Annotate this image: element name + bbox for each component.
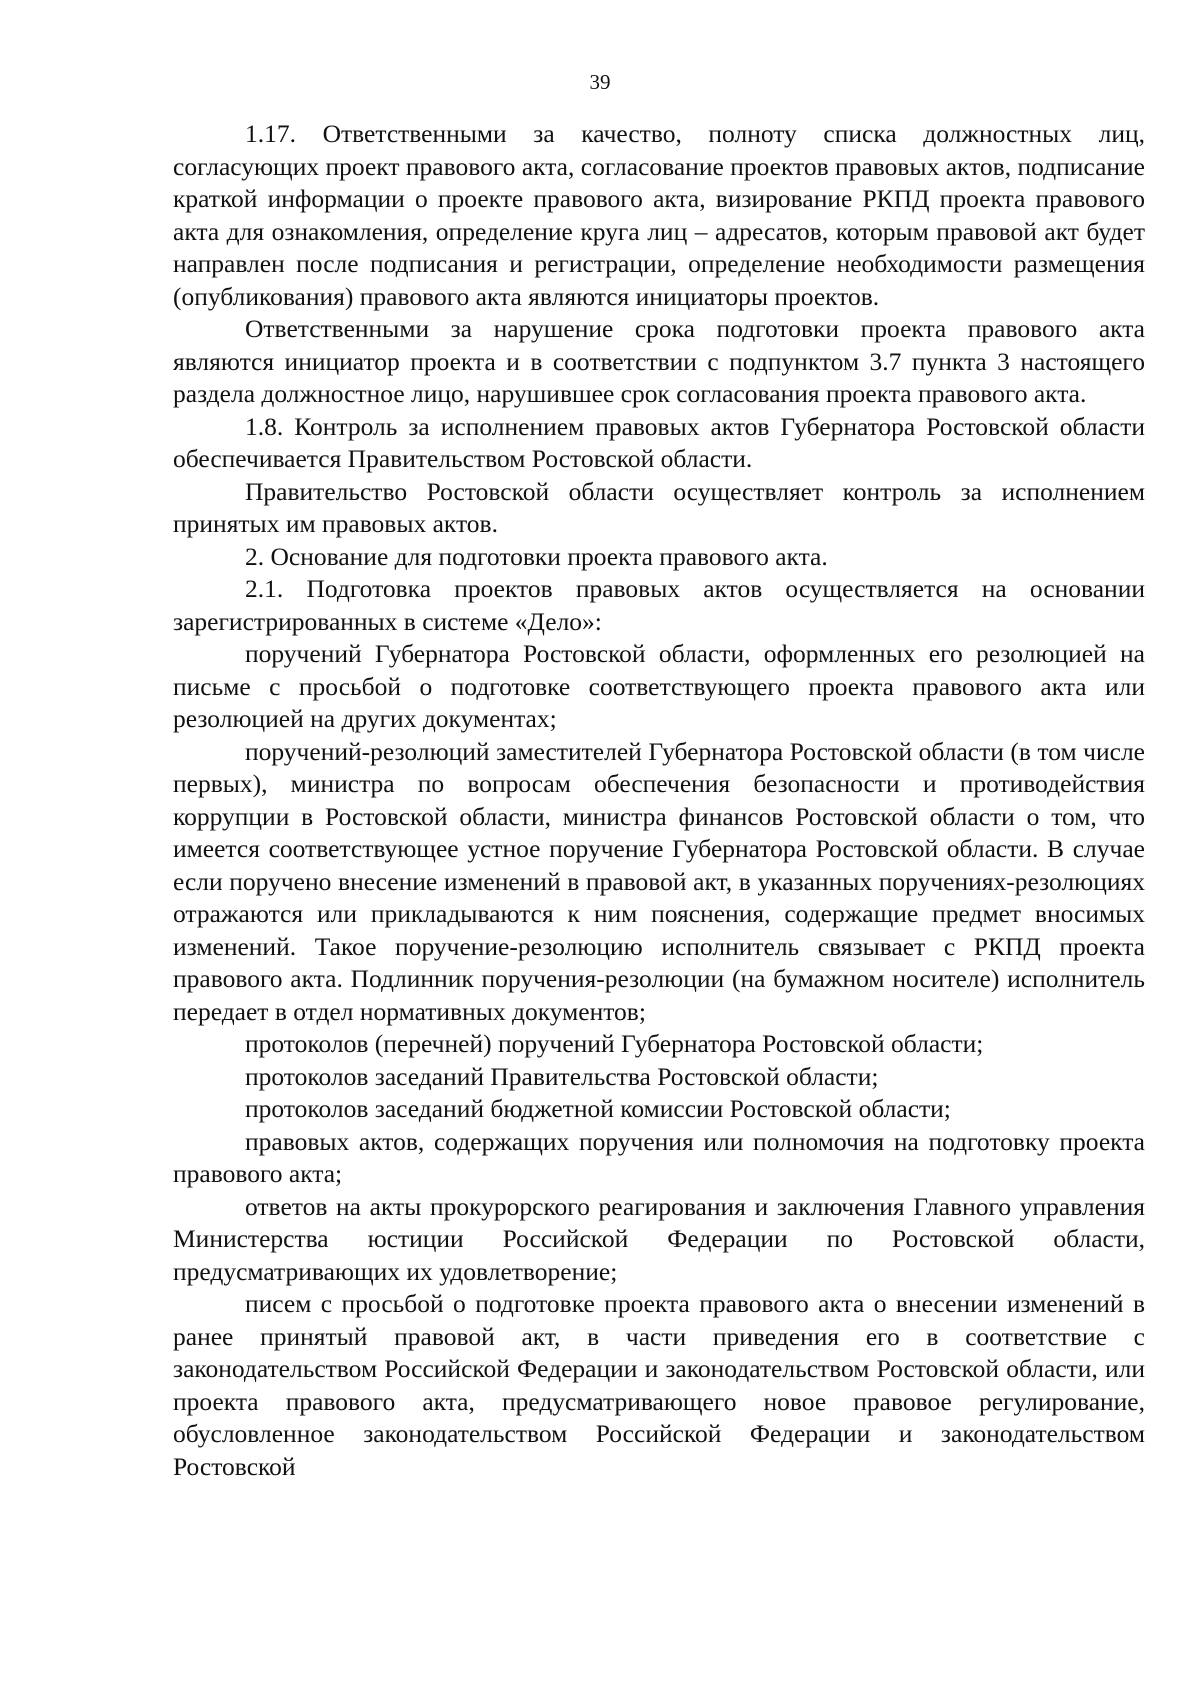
document-body	[173, 118, 1145, 1483]
list-item-governor-protocols: протоколов (перечней) поручений Губернатора Ростовской области;	[245, 1029, 984, 1058]
paragraph-1-8-control: 1.8. Контроль за исполнением правовых актов Губернатора Ростовской области обеспечивается Правительством Ростовской области.	[173, 411, 1145, 473]
list-item-governor-instructions: поручений Губернатора Ростовской области, оформленных его резолюцией на письме с просьбой о подготовке соответствующего проекта правового акта или резолюцией на других документах;	[173, 639, 1145, 733]
list-item-amendment-letters: писем с просьбой о подготовке проекта правового акта о внесении изменений в ранее принятый правовой акт, в части приведения его в соответствие с законодательством Российской Федерации и законодательством Ростовской области, или проекта правового акта, предусматривающего новое правовое регулирование, обусловленное законодательством Российской Федерации и законодательством Ростовской	[173, 1289, 1145, 1481]
paragraph-1-17-responsible: 1.17. Ответственными за качество, полноту списка должностных лиц, согласующих проект правового акта, согласование проектов правовых актов, подписание краткой информации о проекте правового акта, визирование РКПД проекта правового акта для ознакомления, определение круга лиц – адресатов, которым правовой акт будет направлен после подписания и регистрации, определение необходимости размещения (опубликования) правового акта являются инициаторы проектов.	[173, 119, 1145, 311]
paragraph-government-control: Правительство Ростовской области осуществляет контроль за исполнением принятых им правовых актов.	[173, 476, 1145, 538]
paragraph-deadline-responsibility: Ответственными за нарушение срока подготовки проекта правового акта являются инициатор проекта и в соответствии с подпунктом 3.7 пункта 3 настоящего раздела должностное лицо, нарушившее срок согласования проекта правового акта.	[173, 314, 1145, 408]
paragraph-2-1-basis: 2.1. Подготовка проектов правовых актов осуществляется на основании зарегистрированных в системе «Дело»:	[173, 574, 1145, 636]
section-heading-2: 2. Основание для подготовки проекта правового акта.	[245, 541, 828, 571]
list-item-budget-commission-protocols: протоколов заседаний бюджетной комиссии Ростовской области;	[245, 1094, 951, 1123]
list-item-deputy-resolutions: поручений-резолюций заместителей Губернатора Ростовской области (в том числе первых), министра по вопросам обеспечения безопасности и противодействия коррупции в Ростовской области, министра финансов Ростовской области о том, что имеется соответствующее устное поручение Губернатора Ростовской области. В случае если поручено внесение изменений в правовой акт, в указанных поручениях-резолюциях отражаются или прикладываются к ним пояснения, содержащие предмет вносимых изменений. Такое поручение-резолюцию исполнитель связывает с РКПД проекта правового акта. Подлинник поручения-резолюции (на бумажном носителе) исполнитель передает в отдел нормативных документов;	[173, 736, 1145, 1026]
list-item-legal-acts: правовых актов, содержащих поручения или полномочия на подготовку проекта правового акта;	[173, 1126, 1145, 1188]
list-item-prosecutor-responses: ответов на акты прокурорского реагирования и заключения Главного управления Министерства юстиции Российской Федерации по Ростовской области, предусматривающих их удовлетворение;	[173, 1191, 1145, 1286]
list-item-government-protocols: протоколов заседаний Правительства Ростовской области;	[245, 1061, 879, 1091]
page-number: 39	[589, 70, 611, 94]
